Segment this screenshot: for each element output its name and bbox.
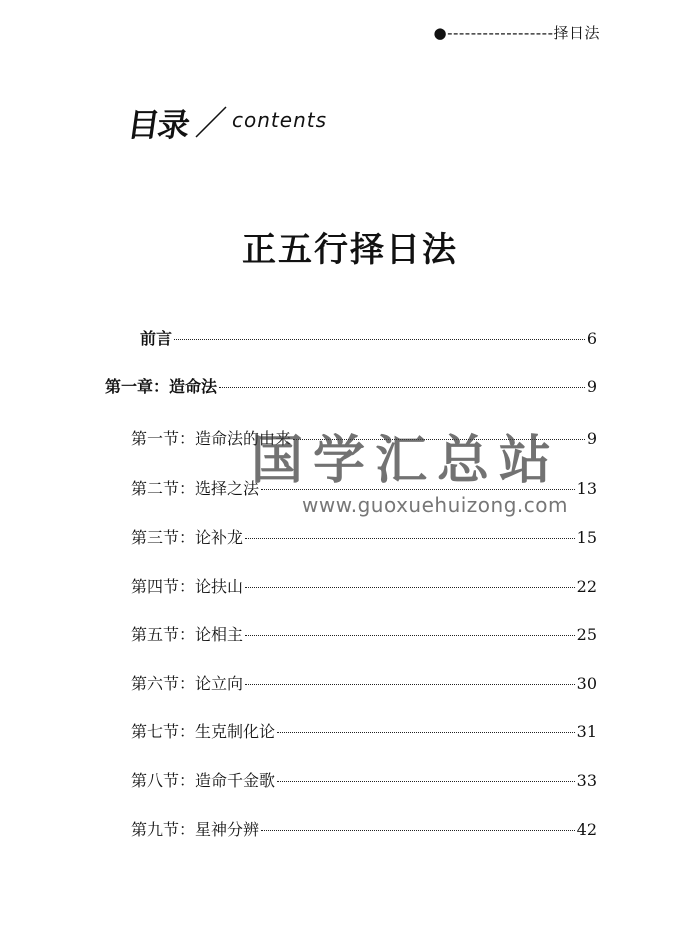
book-title: 正五行择日法 [242, 230, 458, 270]
toc-entry[interactable] [131, 719, 597, 742]
toc-heading-en: contents [232, 108, 328, 132]
slash-divider-icon [190, 103, 230, 143]
toc-entry[interactable] [131, 671, 597, 694]
toc-entry-page: 9 [586, 429, 597, 448]
leader-dots [261, 489, 575, 490]
toc-entry-page: 15 [576, 528, 597, 547]
toc-entry-page: 31 [576, 722, 597, 741]
toc-entry-label: 前言 [140, 329, 173, 348]
toc-heading-cn: 目录 [125, 106, 191, 144]
toc-entry-page: 25 [576, 625, 597, 644]
toc-entry-page: 33 [576, 771, 597, 790]
toc-entry-page: 13 [576, 479, 597, 498]
toc-entry-label: 第九节：星神分辨 [131, 820, 260, 839]
toc-entry-label: 第四节：论扶山 [131, 577, 244, 596]
toc-entry-label: 第二节：选择之法 [131, 479, 260, 498]
toc-entry[interactable] [131, 426, 597, 449]
toc-entry-page: 22 [576, 577, 597, 596]
leader-dots [293, 439, 585, 440]
leader-dots [245, 538, 575, 539]
toc-entry-page: 9 [586, 377, 597, 396]
toc-entry-label: 第三节：论补龙 [131, 528, 244, 547]
leader-dots [219, 387, 585, 388]
watermark-text: 国学汇总站 [250, 431, 561, 491]
toc-entry[interactable] [131, 476, 597, 499]
toc-heading [125, 100, 328, 146]
toc-entry[interactable] [131, 622, 597, 645]
leader-dots [245, 684, 575, 685]
leader-dots [277, 781, 575, 782]
toc-entry-label: 第一节：造命法的由来 [131, 429, 292, 448]
toc-entry[interactable] [131, 768, 597, 791]
leader-dots [277, 732, 575, 733]
toc-entry[interactable] [140, 326, 597, 349]
toc-entry[interactable] [131, 525, 597, 548]
toc-entry-label: 第七节：生克制化论 [131, 722, 276, 741]
toc-entry-page: 6 [586, 329, 597, 348]
running-head: ●------------------择日法 [433, 24, 600, 42]
leader-dots [174, 339, 585, 340]
toc-entry-page: 42 [576, 820, 597, 839]
toc-entry-label: 第六节：论立向 [131, 674, 244, 693]
toc-entry[interactable] [105, 374, 597, 397]
toc-entry-page: 30 [576, 674, 597, 693]
toc-entry-label: 第一章：造命法 [105, 377, 218, 396]
leader-dots [245, 587, 575, 588]
toc-entry[interactable] [131, 574, 597, 597]
toc-entry-label: 第五节：论相主 [131, 625, 244, 644]
leader-dots [245, 635, 575, 636]
watermark-url: www.guoxuehuizong.com [302, 493, 568, 517]
toc-entry[interactable] [131, 817, 597, 840]
leader-dots [261, 830, 575, 831]
toc-entry-label: 第八节：造命千金歌 [131, 771, 276, 790]
